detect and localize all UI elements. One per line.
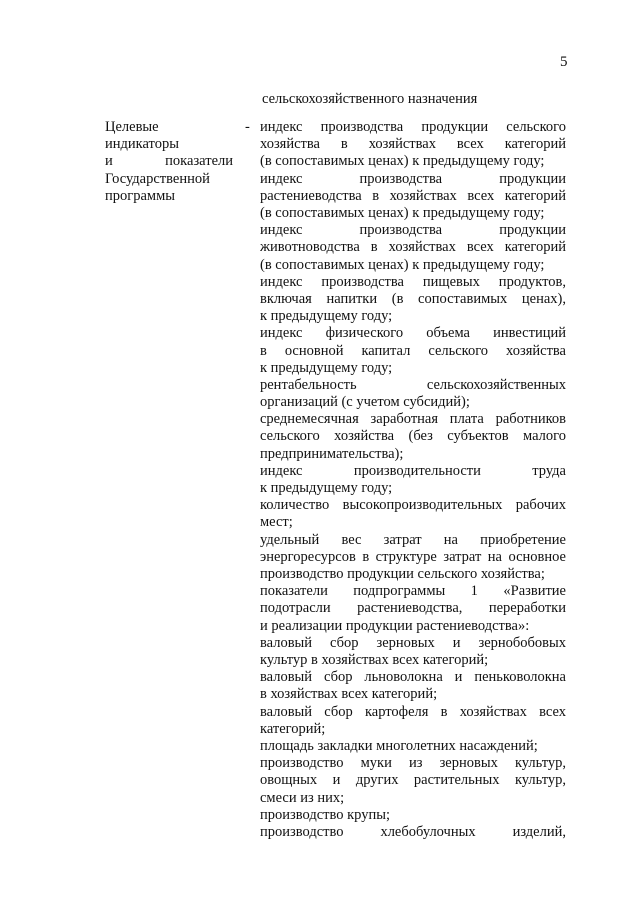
indicator-line: производство крупы; (260, 806, 390, 823)
indicator-line: валовый сбор зерновых и зернобобовых (260, 634, 566, 651)
indicator-line: индекс производства продукции (260, 222, 566, 239)
indicator-line: (в сопоставимых ценах) к предыдущему году; (260, 153, 545, 170)
indicator-item (260, 669, 566, 703)
indicator-line: индекс производства продукции сельского (260, 119, 566, 135)
indicator-item (260, 824, 566, 841)
indicator-item (260, 583, 566, 635)
indicator-line: индекс физического объема инвестиций (260, 325, 566, 342)
indicator-item (260, 497, 566, 531)
indicator-item (260, 704, 566, 738)
indicator-line: производство хлебобулочных изделий, (260, 823, 566, 840)
indicator-item (260, 325, 566, 377)
indicator-line: (в сопоставимых ценах) к предыдущему году; (260, 256, 545, 273)
indicator-item (260, 463, 566, 497)
dash-separator: - (245, 119, 250, 135)
indicator-line: сельского хозяйства (без субъектов малого (260, 428, 566, 445)
indicator-line: предпринимательства); (260, 445, 404, 462)
label-line-3 (105, 153, 233, 170)
indicator-line: к предыдущему году; (260, 308, 393, 325)
continuation-text: сельскохозяйственного назначения (262, 91, 478, 107)
indicator-line: (в сопоставимых ценах) к предыдущему году; (260, 204, 545, 221)
indicator-line: подотрасли растениеводства, переработки (260, 600, 566, 617)
indicator-line: удельный вес затрат на приобретение (260, 531, 566, 548)
indicator-item (260, 532, 566, 584)
indicator-line: площадь закладки многолетних насаждений; (260, 737, 538, 754)
indicator-line: животноводства в хозяйствах всех категорий (260, 239, 566, 256)
indicator-item (260, 635, 566, 669)
indicator-line: растениеводства в хозяйствах всех категорий (260, 187, 566, 204)
indicator-line: индекс производства продукции (260, 170, 566, 187)
indicator-item (260, 222, 566, 274)
indicator-list (260, 119, 566, 841)
indicator-item (260, 377, 566, 411)
indicator-item (260, 738, 566, 755)
indicator-line: валовый сбор льноволокна и пеньковолокна (260, 669, 566, 686)
indicator-item (260, 411, 566, 463)
indicator-item (260, 755, 566, 807)
indicator-line: хозяйства в хозяйствах всех категорий (260, 136, 566, 153)
indicator-line: в основной капитал сельского хозяйства (260, 342, 566, 359)
indicator-line: категорий; (260, 720, 326, 737)
label-line-5: программы (105, 187, 175, 204)
indicator-line: организаций (с учетом субсидий); (260, 394, 470, 411)
indicator-item (260, 274, 566, 326)
indicator-line: индекс производительности труда (260, 462, 566, 479)
indicator-line: в хозяйствах всех категорий; (260, 686, 438, 703)
indicator-line: количество высокопроизводительных рабочих (260, 497, 566, 514)
label-line-2: индикаторы (105, 136, 179, 153)
indicator-line: энергоресурсов в структуре затрат на основное (260, 548, 566, 565)
label-word-pokazateli: показатели (165, 153, 233, 170)
label-line-4: Государственной (105, 170, 210, 187)
indicator-line: валовый сбор картофеля в хозяйствах всех (260, 703, 566, 720)
indicator-line: культур в хозяйствах всех категорий; (260, 651, 489, 668)
page-number: 5 (560, 54, 568, 70)
section-label (105, 119, 233, 205)
label-line-1: Целевые (105, 119, 159, 135)
indicator-item (260, 119, 566, 171)
indicator-item (260, 171, 566, 223)
indicator-line: овощных и других растительных культур, (260, 772, 566, 789)
indicator-line: мест; (260, 514, 293, 531)
indicator-item (260, 807, 566, 824)
indicator-line: индекс производства пищевых продуктов, (260, 273, 566, 290)
indicator-line: показатели подпрограммы 1 «Развитие (260, 583, 566, 600)
indicator-line: производство продукции сельского хозяйства; (260, 566, 545, 583)
indicator-line: среднемесячная заработная плата работников (260, 411, 566, 428)
indicator-line: смеси из них; (260, 789, 345, 806)
indicator-line: рентабельность сельскохозяйственных (260, 376, 566, 393)
indicator-line: включая напитки (в сопоставимых ценах), (260, 290, 566, 307)
indicator-line: к предыдущему году; (260, 359, 393, 376)
label-word-i: и (105, 153, 113, 170)
indicator-line: к предыдущему году; (260, 480, 393, 497)
indicator-line: и реализации продукции растениеводства»: (260, 617, 530, 634)
indicator-line: производство муки из зерновых культур, (260, 755, 566, 772)
